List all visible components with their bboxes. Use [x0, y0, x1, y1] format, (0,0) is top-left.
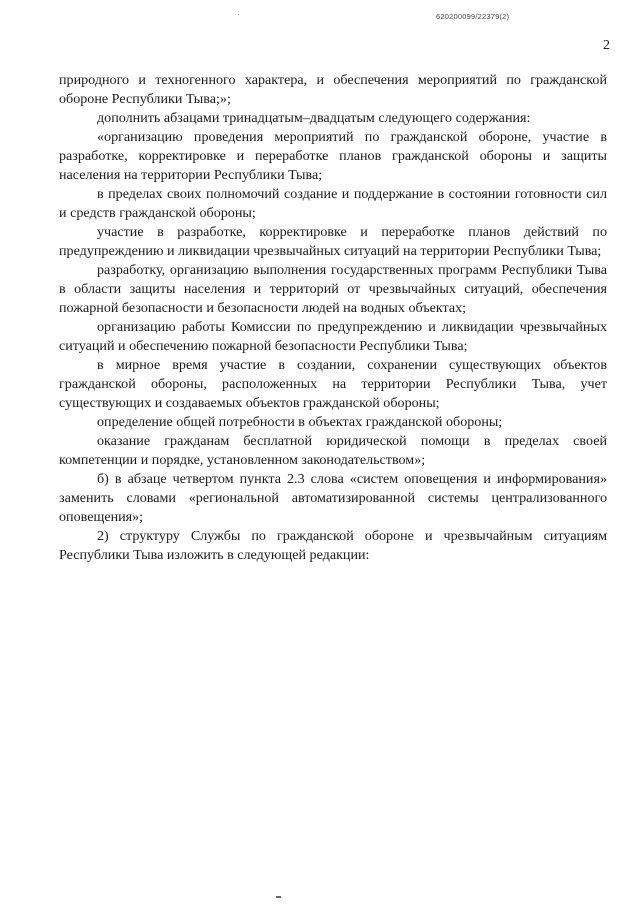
document-id: 620200099/22379(2) [436, 12, 510, 21]
paragraph: дополнить абзацами тринадцатым–двадцатым следующего содержания: [97, 110, 531, 126]
paragraph: в мирное время участие в создании, сохранении существующих объектов гражданской обороны, расположенных на территории Республики Тыва, учет существующих и создаваемых объектов гражданской обороны; [59, 357, 607, 411]
document-body [59, 71, 607, 565]
page-number: 2 [603, 38, 610, 53]
paragraph: определение общей потребности в объектах гражданской обороны; [97, 414, 503, 430]
paragraph: организацию работы Комиссии по предупреждению и ликвидации чрезвычайных ситуаций и обеспечению пожарной безопасности Республики Тыва; [59, 319, 607, 354]
paragraph: разработку, организацию выполнения государственных программ Республики Тыва в области защиты населения и территорий от чрезвычайных ситуаций, обеспечения пожарной безопасности и безопасности людей на водных объектах; [59, 262, 607, 316]
paragraph: «организацию проведения мероприятий по гражданской обороне, участие в разработке, корректировке и переработке планов гражданской обороны и защиты населения на территории Республики Тыва; [59, 129, 607, 183]
paragraph: б) в абзаце четвертом пункта 2.3 слова «систем оповещения и информирования» заменить словами «региональной автоматизированной системы централизованного оповещения»; [59, 471, 607, 525]
paragraph: оказание гражданам бесплатной юридической помощи в пределах своей компетенции и порядке, установленном законодательством»; [59, 433, 607, 468]
paragraph: природного и техногенного характера, и обеспечения мероприятий по гражданской обороне Республики Тыва;»; [59, 72, 607, 107]
paragraph: 2) структуру Службы по гражданской обороне и чрезвычайным ситуациям Республики Тыва изложить в следующей редакции: [59, 528, 607, 563]
scan-speck [238, 14, 239, 15]
scan-mark [276, 896, 281, 898]
paragraph: участие в разработке, корректировке и переработке планов действий по предупреждению и ликвидации чрезвычайных ситуаций на территории Республики Тыва; [59, 224, 607, 259]
paragraph: в пределах своих полномочий создание и поддержание в состоянии готовности сил и средств гражданской обороны; [59, 186, 607, 221]
